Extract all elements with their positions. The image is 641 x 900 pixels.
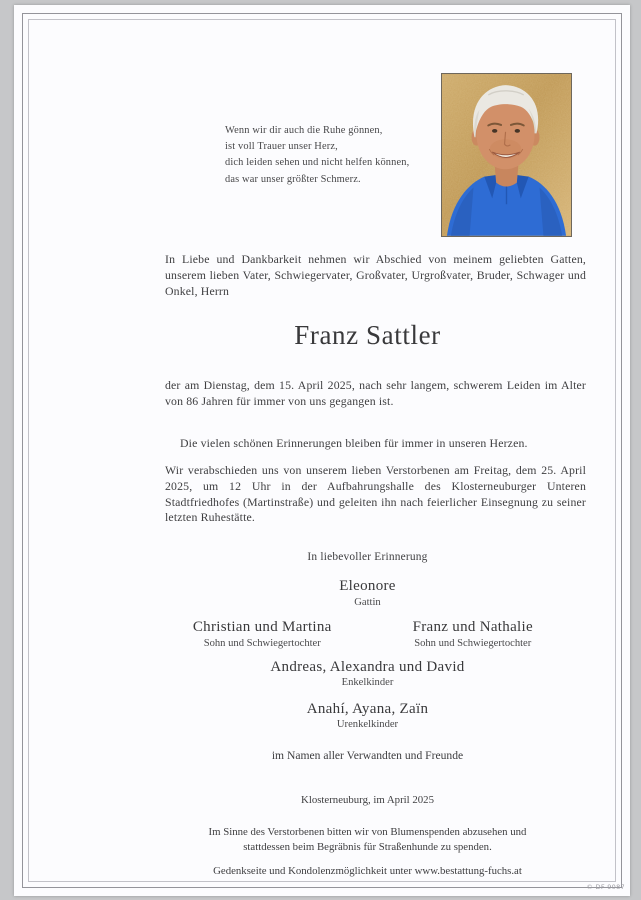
funeral-details: Wir verabschieden uns von unserem lieben Verstorbenen am Freitag, dem 25. April 2025, um 12 Uhr in der Aufbahrungshalle des Klosterneuburger Unteren Stadtfriedhofes (Martinstraße) und geleiten ihn nach feierlicher Einsegnung zu seiner letzten Ruhestätte. bbox=[165, 463, 586, 525]
poem-line: das war unser größter Schmerz. bbox=[225, 173, 361, 185]
mourner-row-sons bbox=[157, 619, 578, 649]
announcement-intro: In Liebe und Dankbarkeit nehmen wir Abschied von meinem geliebten Gatten, unserem lieben Vater, Schwiegervater, Großvater, Urgroßvater, Bruder, Schwager und Onkel, Herrn bbox=[165, 252, 586, 298]
poem-line: dich leiden sehen und nicht helfen können, bbox=[225, 157, 410, 169]
mourner-name-son2: Franz und Nathalie bbox=[412, 619, 533, 635]
mourner-relation-wife: Gattin bbox=[354, 597, 381, 608]
mourner-relation-son1: Sohn und Schwiegertochter bbox=[203, 638, 321, 649]
donation-note: Im Sinne des Verstorbenen bitten wir von Blumenspenden abzusehen und stattdessen beim Begräbnis für Straßenhunde zu spenden. bbox=[208, 826, 527, 853]
remembrance-heading: In liebevoller Erinnerung bbox=[307, 551, 428, 563]
deceased-name: Franz Sattler bbox=[294, 320, 441, 350]
death-details: der am Dienstag, dem 15. April 2025, nach sehr langem, schwerem Leiden im Alter von 86 Jahren für immer von uns gegangen ist. bbox=[165, 378, 586, 408]
mourner-name-wife: Eleonore bbox=[339, 578, 396, 594]
mourner-cell-right bbox=[368, 619, 579, 649]
poem-line: Wenn wir dir auch die Ruhe gönnen, bbox=[225, 125, 383, 136]
mourner-name-great-grandchildren: Anahí, Ayana, Zaïn bbox=[306, 701, 429, 717]
mourner-name-grandchildren: Andreas, Alexandra und David bbox=[270, 659, 465, 675]
mourner-relation-grandchildren: Enkelkinder bbox=[341, 677, 394, 688]
portrait-photo bbox=[441, 73, 572, 237]
poem-line: ist voll Trauer unser Herz, bbox=[225, 141, 338, 153]
condolence-note: Gedenkseite und Kondolenzmöglichkeit unter www.bestattung-fuchs.at bbox=[213, 865, 522, 877]
portrait-photo-illustration bbox=[442, 74, 571, 236]
mourner-cell-left bbox=[157, 619, 368, 649]
mourner-relation-son2: Sohn und Schwiegertochter bbox=[414, 638, 532, 649]
memory-line: Die vielen schönen Erinnerungen bleiben für immer in unseren Herzen. bbox=[180, 436, 528, 450]
print-mark: © DF 9087 bbox=[586, 883, 625, 891]
mourner-relation-great-grandchildren: Urenkelkinder bbox=[336, 719, 399, 730]
dateline: Klosterneuburg, im April 2025 bbox=[301, 794, 434, 806]
closing-line: im Namen aller Verwandten und Freunde bbox=[271, 749, 464, 762]
mourner-name-son1: Christian und Martina bbox=[192, 619, 332, 635]
mourning-poem bbox=[225, 123, 409, 188]
obituary-card bbox=[14, 5, 630, 896]
